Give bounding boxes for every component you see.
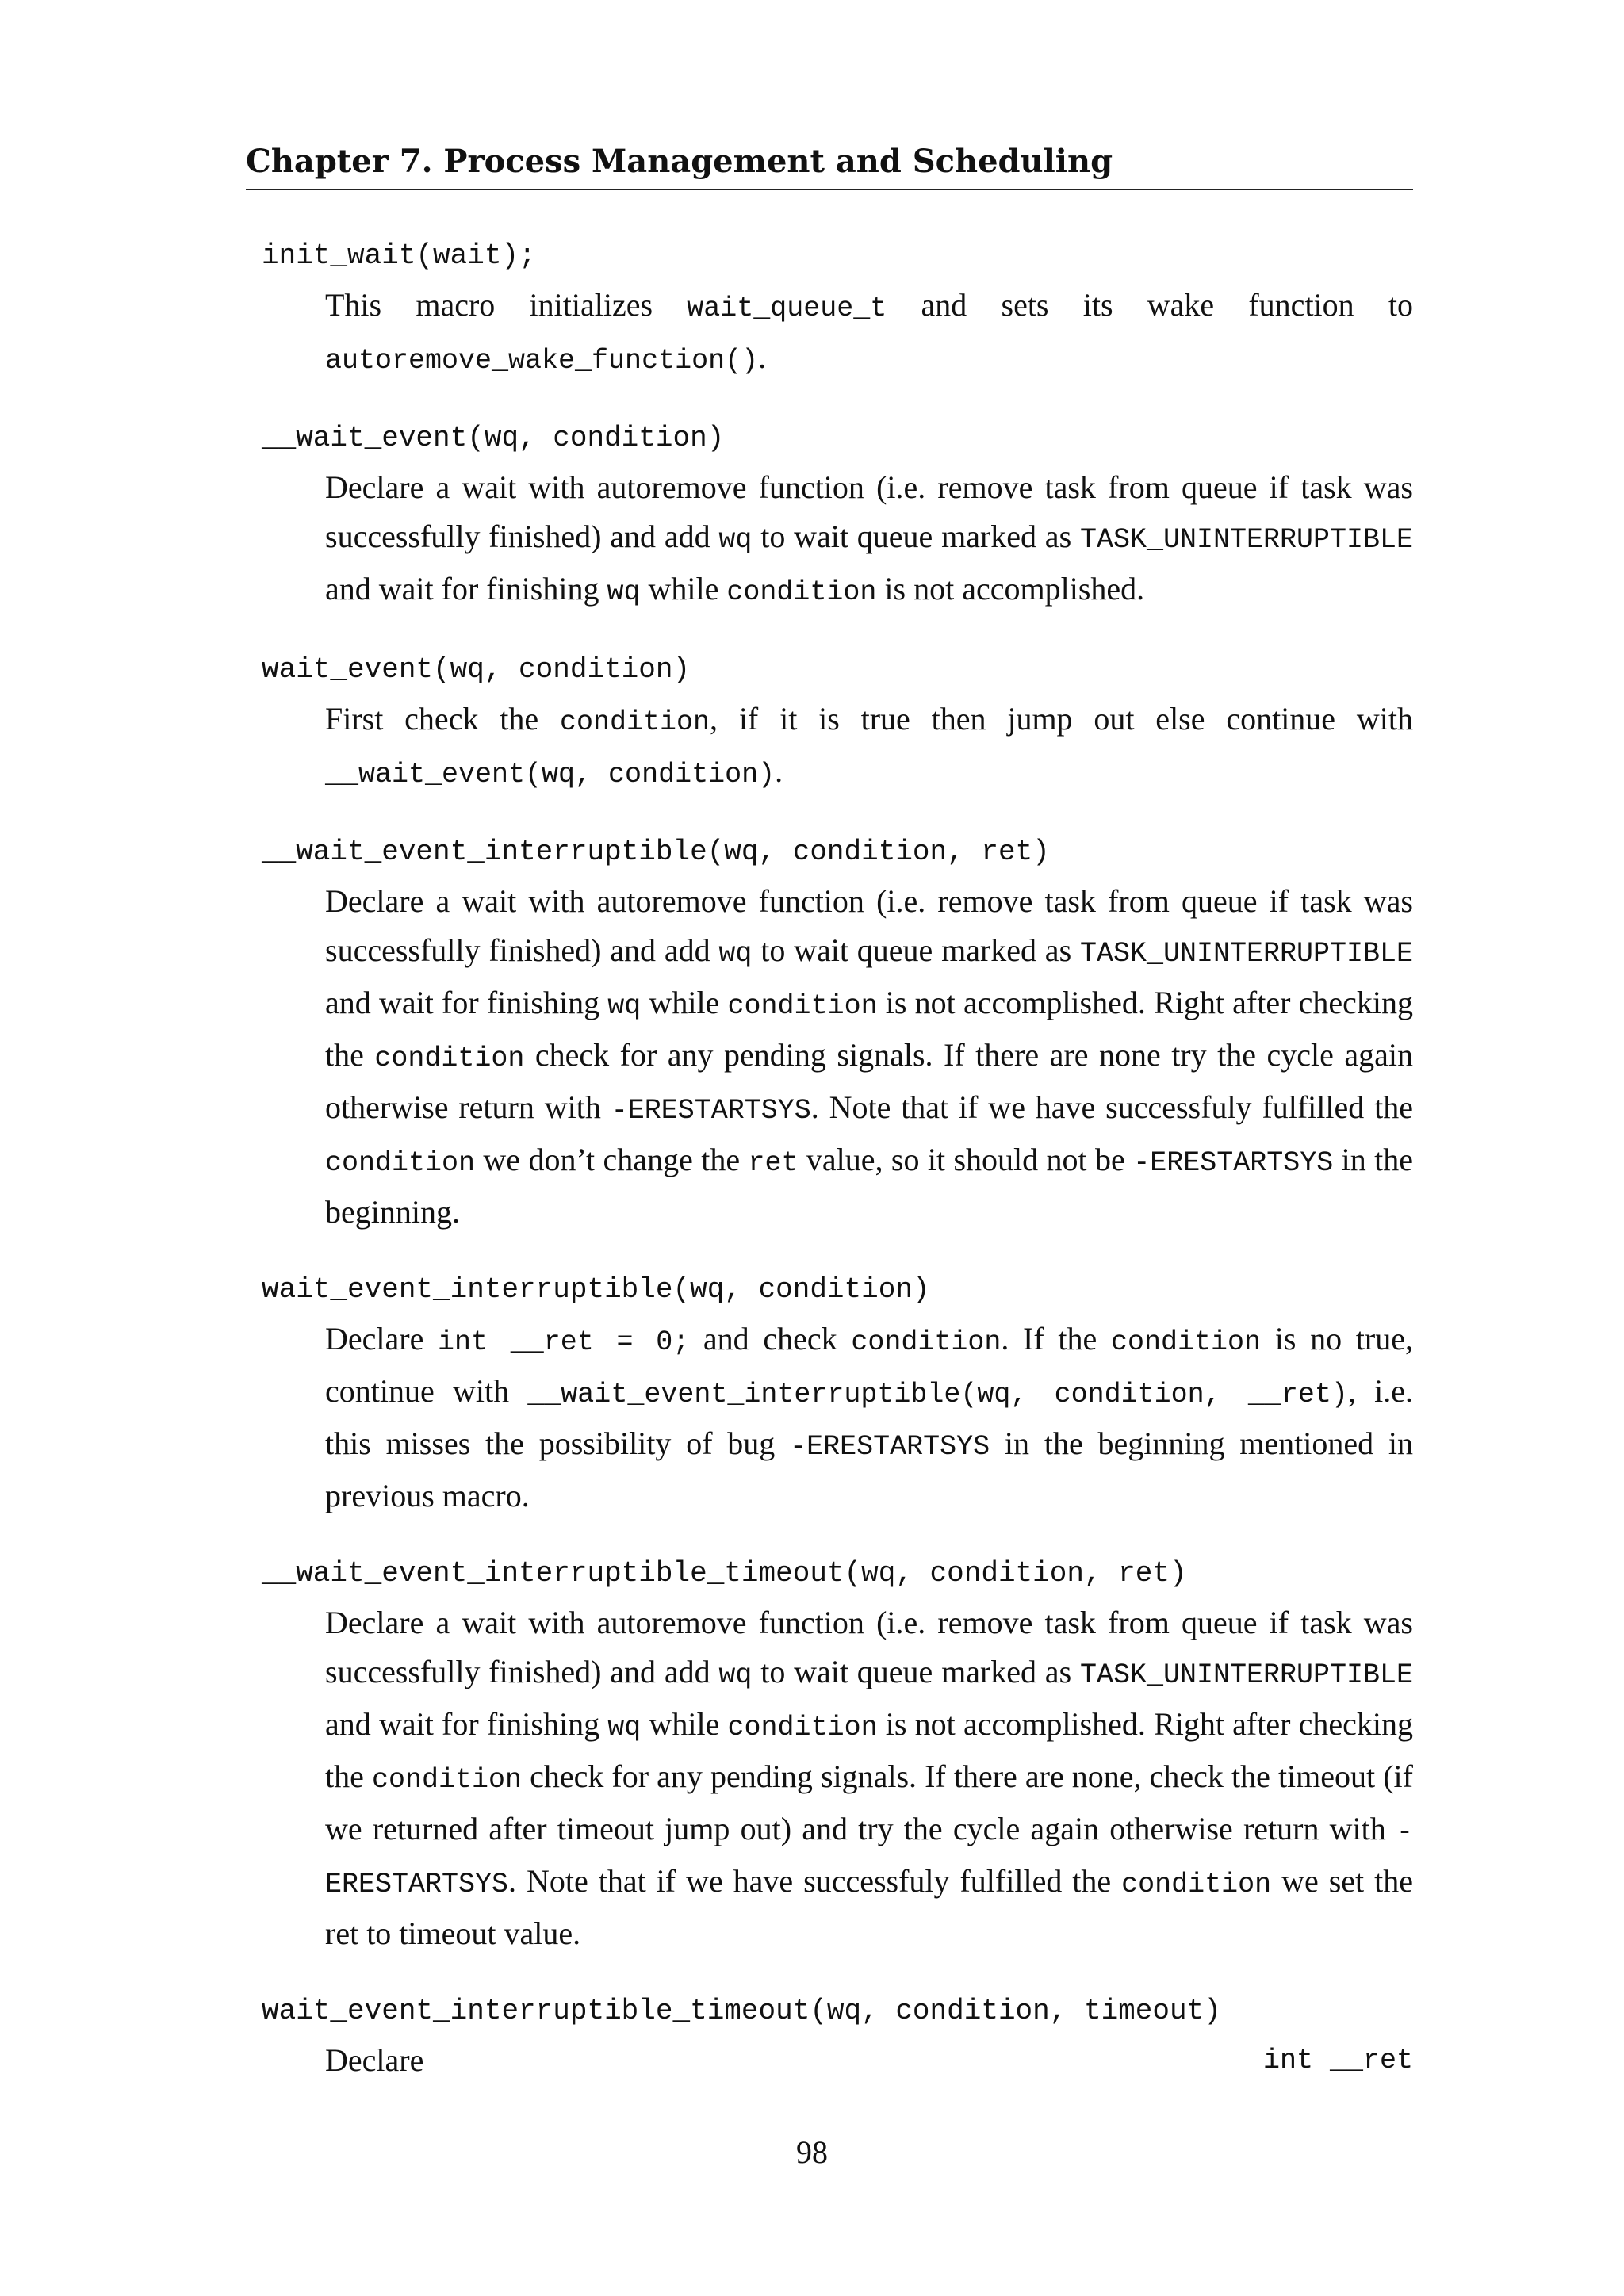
macro-description <box>325 877 1413 1237</box>
inline-code: wq <box>718 524 753 556</box>
description-text: and check <box>689 1321 852 1357</box>
inline-code: condition <box>325 1147 476 1179</box>
macro-entry-__wait-event-interruptible-timeout <box>262 1549 1413 1958</box>
inline-code: -ERESTARTSYS <box>1133 1147 1334 1179</box>
inline-code: wait_queue_t <box>687 293 887 324</box>
description-text: in the beginning. <box>325 1142 1413 1230</box>
macro-description <box>325 1598 1413 1958</box>
description-text: and wait for finishing <box>325 1706 608 1742</box>
description-text: is not accomplished. <box>876 571 1145 607</box>
chapter-title: Chapter 7. Process Management and Scheduling <box>246 143 1113 180</box>
inline-code: wq <box>607 990 642 1022</box>
description-text: check for any pending signals. If there are none, check the timeout (if we returned after timeout jump out) and try the cycle again otherwise return with <box>325 1758 1413 1846</box>
description-text: , if it is true then jump out else continue with <box>710 701 1413 737</box>
inline-code: condition <box>726 576 877 608</box>
description-text: is not accomplished. Right after checking the <box>325 985 1413 1073</box>
page-number: 98 <box>796 2134 828 2170</box>
macro-name: __wait_event_interruptible(wq, condition, ret) <box>262 836 1050 868</box>
inline-code: ret <box>748 1147 799 1179</box>
running-header <box>246 143 1413 190</box>
macro-name: __wait_event_interruptible_timeout(wq, condition, ret) <box>262 1557 1187 1590</box>
description-text: while <box>641 985 728 1020</box>
description-text: and wait for finishing <box>325 985 608 1020</box>
macro-entry-__wait-event-interruptible <box>262 828 1413 1237</box>
macro-name: init_wait(wait); <box>262 239 536 272</box>
description-text: while <box>641 1706 728 1742</box>
macro-name: wait_event(wq, condition) <box>262 653 691 686</box>
description-text: to wait queue marked as <box>752 1654 1080 1689</box>
macro-description <box>325 1314 1413 1521</box>
description-text: we set the ret to timeout value. <box>325 1863 1413 1951</box>
description-text: to wait queue marked as <box>752 932 1080 968</box>
inline-code: TASK_UNINTERRUPTIBLE <box>1079 524 1414 556</box>
inline-code: TASK_UNINTERRUPTIBLE <box>1079 938 1414 970</box>
description-text: . <box>758 339 767 375</box>
inline-code: __wait_event_interruptible(wq, condition, __ret) <box>527 1379 1348 1410</box>
description-text: Declare a wait with autoremove function (i.e. remove task from queue if task was successfully finished) and add <box>325 883 1413 968</box>
macro-name: __wait_event(wq, condition) <box>262 422 725 454</box>
inline-code: autoremove_wake_function() <box>325 345 759 377</box>
inline-code: condition <box>727 990 878 1022</box>
description-code-fragment: int __ret <box>1262 2045 1413 2076</box>
macro-entry-init-wait <box>262 232 1413 385</box>
description-text: in the beginning mentioned in previous macro. <box>325 1425 1414 1513</box>
macro-entry-__wait-event <box>262 414 1413 617</box>
inline-code: wq <box>607 1712 642 1743</box>
inline-code: int __ret = 0; <box>438 1326 690 1358</box>
inline-code: TASK_UNINTERRUPTIBLE <box>1079 1659 1414 1691</box>
macro-name: wait_event_interruptible(wq, condition) <box>262 1273 930 1306</box>
macro-description <box>325 463 1413 617</box>
macro-description-truncated <box>325 2036 1413 2085</box>
description-text: while <box>640 571 727 607</box>
macro-entry-wait-event <box>262 645 1413 799</box>
description-text: . Note that if we have successfuly fulfilled the <box>508 1863 1122 1899</box>
description-text: This macro initializes <box>325 287 688 323</box>
macro-description <box>325 281 1413 385</box>
macro-description <box>325 695 1413 799</box>
inline-code: -ERESTARTSYS <box>325 1816 1413 1900</box>
inline-code: condition <box>1110 1326 1262 1358</box>
macro-entry-wait-event-interruptible-timeout <box>262 1987 1413 2085</box>
description-text: First check the <box>325 701 560 737</box>
inline-code: wq <box>607 576 641 608</box>
description-text: we don’t change the <box>475 1142 749 1177</box>
inline-code: wq <box>718 1659 753 1691</box>
description-text: Declare <box>325 1321 439 1357</box>
inline-code: condition <box>559 706 710 738</box>
description-start: Declare <box>325 2042 424 2078</box>
inline-code: condition <box>851 1326 1002 1358</box>
inline-code: wq <box>718 938 753 970</box>
description-text: and sets its wake function to <box>887 287 1414 323</box>
macro-list <box>262 232 1413 2114</box>
description-text: to wait queue marked as <box>752 519 1080 554</box>
description-text: . Note that if we have successfuly fulfilled the <box>810 1089 1413 1125</box>
description-text: value, so it should not be <box>798 1142 1134 1177</box>
inline-code: -ERESTARTSYS <box>611 1095 811 1127</box>
macro-name: wait_event_interruptible_timeout(wq, condition, timeout) <box>262 1995 1221 2027</box>
inline-code: condition <box>374 1043 525 1074</box>
description-text: . If the <box>1001 1321 1111 1357</box>
inline-code: condition <box>727 1712 878 1743</box>
inline-code: condition <box>371 1764 522 1796</box>
description-text: and wait for finishing <box>325 571 607 607</box>
inline-code: __wait_event(wq, condition) <box>325 759 776 790</box>
description-text: is not accomplished. Right after checking the <box>325 1706 1413 1794</box>
description-text: Declare a wait with autoremove function (i.e. remove task from queue if task was successfully finished) and add <box>325 1605 1413 1689</box>
description-text: check for any pending signals. If there are none try the cycle again otherwise return with <box>325 1037 1413 1125</box>
description-text: is no true, continue with <box>325 1321 1413 1409</box>
description-text: Declare a wait with autoremove function (i.e. remove task from queue if task was successfully finished) and add <box>325 469 1413 554</box>
description-text: , i.e. this misses the possibility of bug <box>325 1373 1413 1461</box>
description-text: . <box>775 753 783 789</box>
inline-code: condition <box>1121 1869 1272 1900</box>
inline-code: -ERESTARTSYS <box>790 1431 990 1463</box>
macro-entry-wait-event-interruptible <box>262 1265 1413 1521</box>
